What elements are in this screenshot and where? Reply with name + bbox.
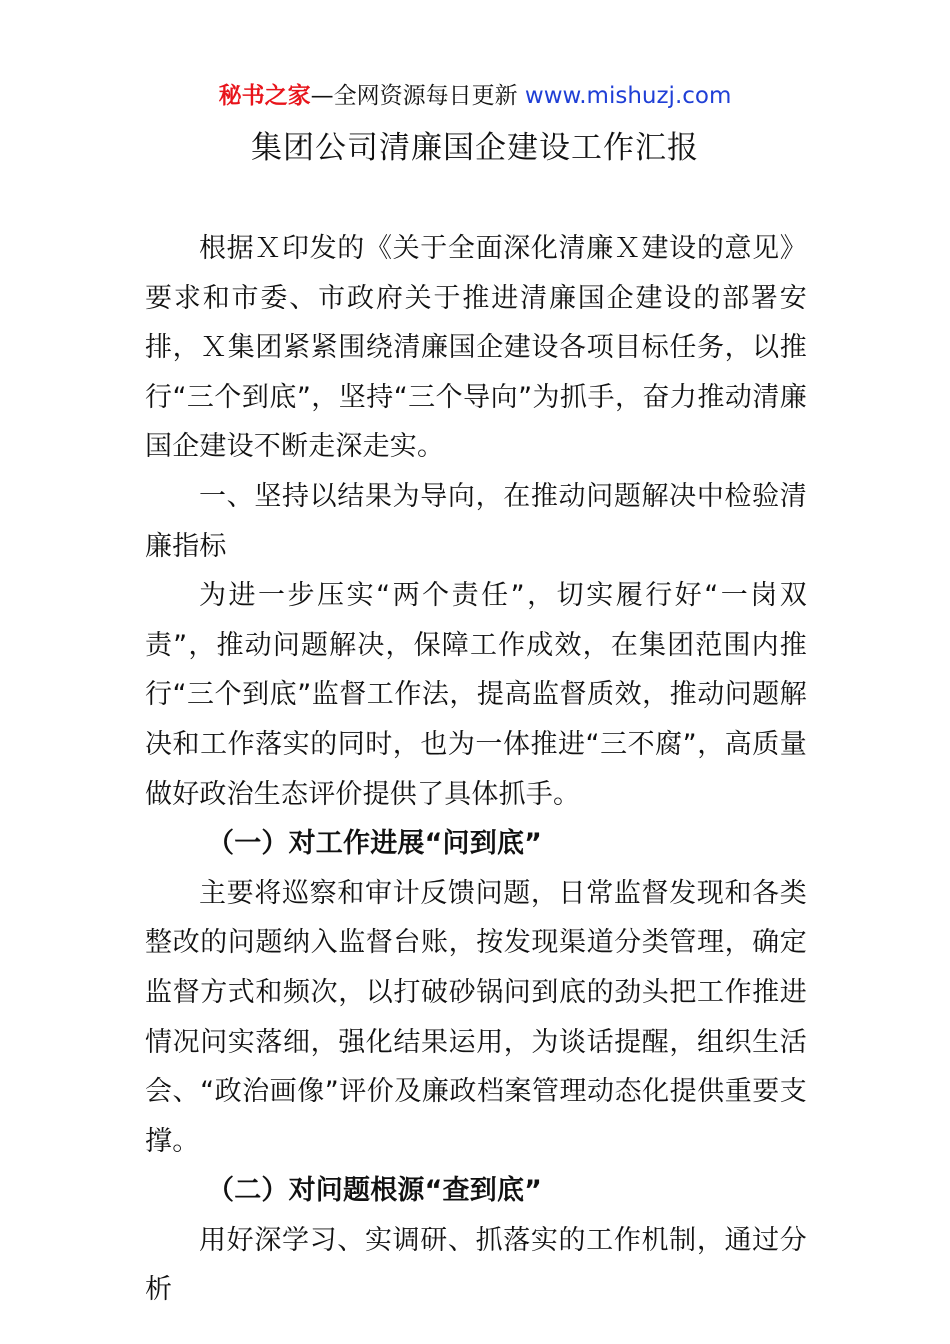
site-name: 秘书之家 [218,83,311,109]
document-body [145,224,807,1315]
subsection-heading-1: （一）对工作进展“问到底” [207,828,543,860]
document-title: 集团公司清廉国企建设工作汇报 [251,130,699,166]
site-url-link[interactable]: www.mishuzj.com [524,83,732,109]
section-heading-1: 一、坚持以结果为导向，在推动问题解决中检验清廉指标 [145,480,807,562]
intro-paragraph: 根据Ｘ印发的《关于全面深化清廉Ｘ建设的意见》要求和市委、市政府关于推进清廉国企建设的部署安排，Ｘ集团紧紧围绕清廉国企建设各项目标任务，以推行“三个到底”，坚持“三个导向”为抓手，奋力推动清廉国企建设不断走深走实。 [145,233,807,463]
site-header [0,80,950,112]
body-paragraph: 主要将巡察和审计反馈问题，日常监督发现和各类整改的问题纳入监督台账，按发现渠道分类管理，确定监督方式和频次，以打破砂锅问到底的劲头把工作推进情况问实落细，强化结果运用，为谈话提醒，组织生活会、“政治画像”评价及廉政档案管理动态化提供重要支撑。 [145,877,807,1157]
body-paragraph: 为进一步压实“两个责任”，切实履行好“一岗双责”，推动问题解决，保障工作成效，在集团范围内推行“三个到底”监督工作法，提高监督质效，推动问题解决和工作落实的同时，也为一体推进“三不腐”，高质量做好政治生态评价提供了具体抓手。 [145,580,807,810]
site-tagline: —全网资源每日更新 [310,83,518,109]
body-paragraph: 用好深学习、实调研、抓落实的工作机制，通过分析 [145,1224,807,1306]
subsection-heading-2: （二）对问题根源“查到底” [207,1175,543,1207]
